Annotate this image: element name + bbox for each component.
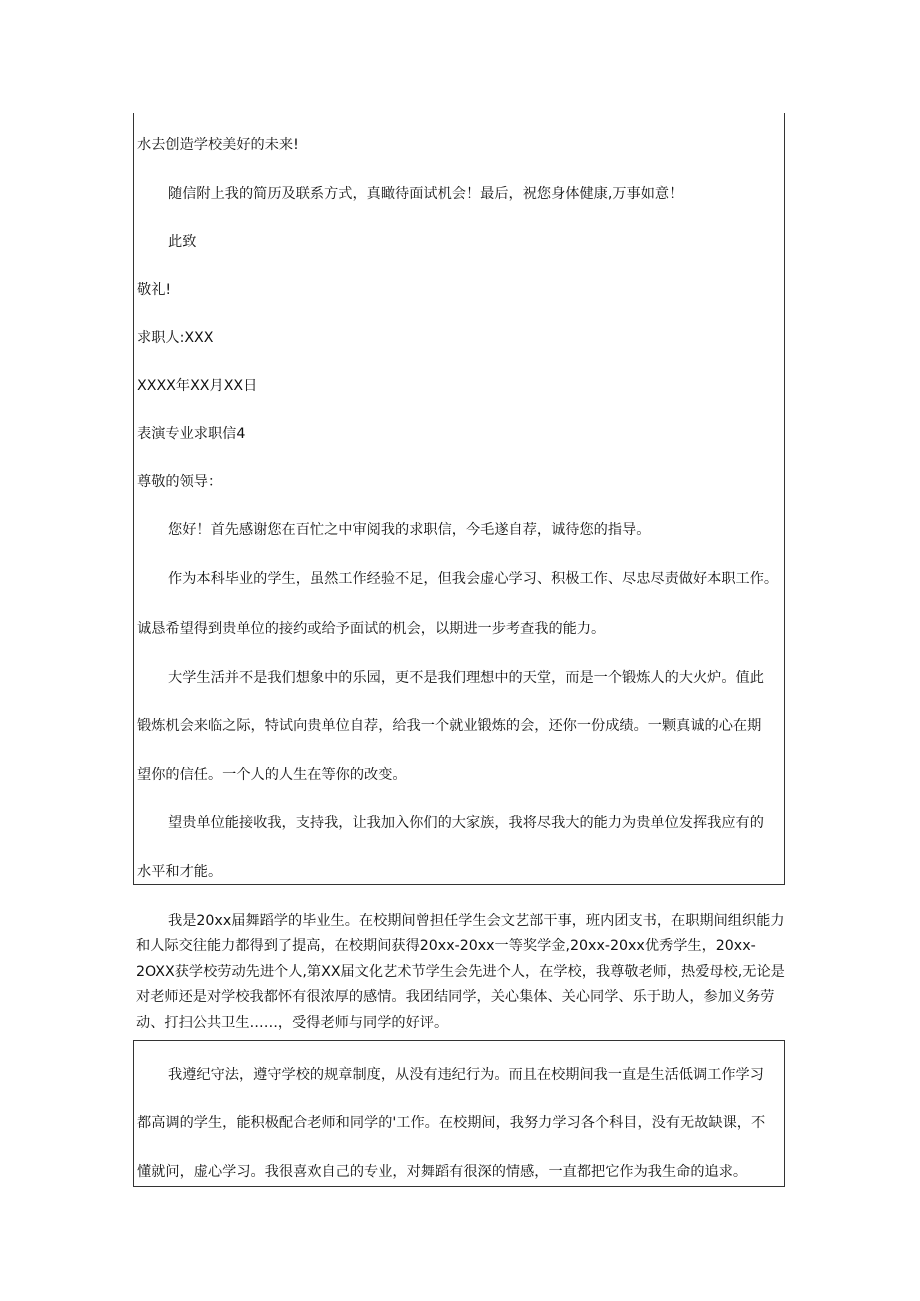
bottom-box-line-2: 都高调的学生，能积极配合老师和同学的'工作。在校期间，我努力学习各个科目，没有无故缺课，不 bbox=[137, 1115, 766, 1131]
body-paragraph-4-line-2: 水平和才能。 bbox=[137, 864, 223, 880]
letter-date: XXXX年XX月XX日 bbox=[137, 378, 258, 394]
body-paragraph-1: 您好！首先感谢您在百忙之中审阅我的求职信，今毛遂自荐，诚待您的指导。 bbox=[168, 522, 651, 538]
section-title: 表演专业求职信4 bbox=[137, 426, 246, 442]
body-paragraph-2-line-2: 诚恳希望得到贵单位的接约或给予面试的机会，以期进一步考查我的能力。 bbox=[137, 621, 606, 637]
greeting: 尊敬的领导： bbox=[137, 474, 223, 490]
applicant-name: 求职人:XXX bbox=[137, 330, 214, 346]
resume-note: 随信附上我的简历及联系方式，真瞰待面试机会！最后，祝您身体健康,万事如意！ bbox=[168, 186, 684, 202]
closing-line: 水去创造学校美好的未来! bbox=[137, 137, 299, 153]
body-paragraph-4-line-1: 望贵单位能接收我，支持我，让我加入你们的大家族，我将尽我大的能力为贵单位发挥我应有的 bbox=[168, 815, 764, 831]
body-paragraph-3-line-1: 大学生活并不是我们想象中的乐园，更不是我们理想中的天堂，而是一个锻炼人的大火炉。值此 bbox=[168, 670, 764, 686]
salutation-ci-zhi: 此致 bbox=[168, 234, 197, 250]
bottom-box-line-1: 我遵纪守法，遵守学校的规章制度，从没有违纪行为。而且在校期间我一直是生活低调工作学习 bbox=[168, 1067, 764, 1083]
salutation-jing-li: 敬礼! bbox=[137, 282, 172, 298]
body-paragraph-3-line-2: 锻炼机会来临之际，特试向贵单位自荐，给我一个就业锻炼的会，还你一份成绩。一颗真诚的心在期 bbox=[137, 718, 762, 734]
middle-paragraph: 我是20xx届舞蹈学的毕业生。在校期间曾担任学生会文艺部干事，班内团支书，在职期间组织能力和人际交往能力都得到了提高，在校期间获得20xx-20xx一等奖学金,20xx-20xx优秀学生，20xx-2OXX获学校劳动先进个人,第XX届文化艺术节学生会先进个人，在学校，我尊敬老师，热爱母校,无论是对老师还是对学校我都怀有很浓厚的感情。我团结同学，关心集体、关心同学、乐于助人，参加义务劳动、打扫公共卫生……，受得老师与同学的好评。 bbox=[136, 913, 785, 1031]
bottom-box-line-3: 懂就问，虚心学习。我很喜欢自己的专业，对舞蹈有很深的情感，一直都把它作为我生命的追求。 bbox=[137, 1164, 748, 1180]
body-paragraph-3-line-3: 望你的信任。一个人的人生在等你的改变。 bbox=[137, 767, 407, 783]
body-paragraph-2-line-1: 作为本科毕业的学生，虽然工作经验不足，但我会虚心学习、积极工作、尽忠尽责做好本职工作。 bbox=[168, 571, 779, 587]
